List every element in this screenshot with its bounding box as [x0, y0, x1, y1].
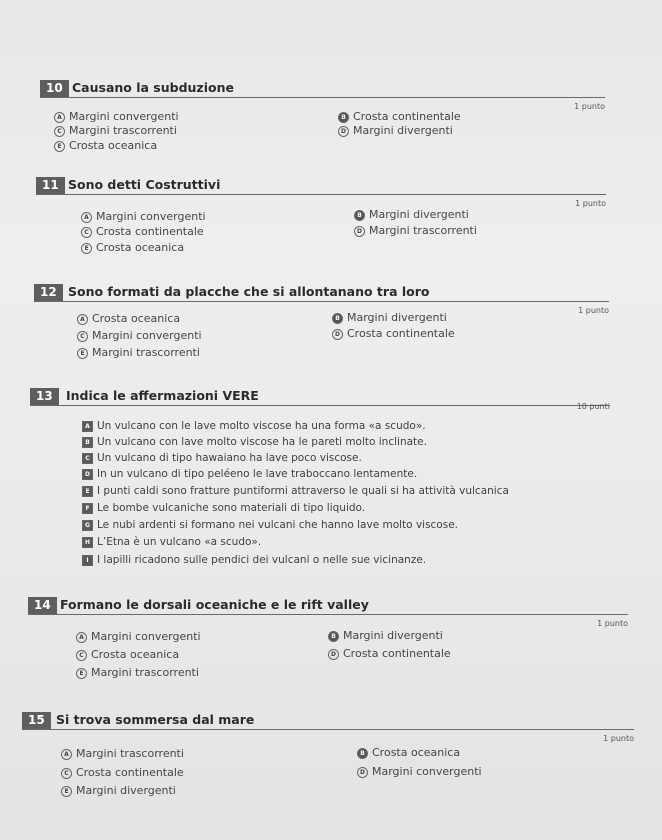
checkbox-icon: D	[82, 469, 93, 480]
option-c[interactable]	[81, 225, 204, 238]
option-letter-icon: E	[81, 243, 92, 254]
option-b[interactable]	[332, 311, 447, 324]
option-c[interactable]	[54, 124, 177, 137]
checkbox-icon: G	[82, 520, 93, 531]
option-letter-icon: A	[61, 749, 72, 760]
question-points: 1 punto	[574, 102, 605, 111]
option-c[interactable]	[61, 766, 184, 779]
option-label: Crosta oceanica	[69, 139, 158, 152]
option-c[interactable]	[76, 648, 179, 661]
option-a[interactable]	[77, 312, 180, 325]
checkbox-icon: C	[82, 453, 93, 464]
option-label: Margini divergenti	[369, 208, 469, 221]
option-e[interactable]	[77, 346, 200, 359]
question-title: Causano la subduzione	[72, 80, 234, 95]
option-label: Margini convergenti	[96, 210, 206, 223]
statement-h[interactable]	[82, 536, 261, 549]
checkbox-icon: E	[82, 486, 93, 497]
option-label: Margini divergenti	[76, 784, 176, 797]
option-letter-icon: A	[54, 112, 65, 123]
checkbox-icon: F	[82, 503, 93, 514]
option-b[interactable]	[357, 746, 460, 759]
question-number: 12	[34, 284, 63, 302]
statement-text: I lapilli ricadono sulle pendici dei vulcani o nelle sue vicinanze.	[97, 554, 427, 566]
question-points: 10 punti	[576, 402, 610, 411]
option-letter-icon: D	[354, 226, 365, 237]
option-d[interactable]	[332, 327, 455, 340]
statement-a[interactable]	[82, 420, 426, 433]
option-label: Crosta continentale	[347, 327, 455, 340]
option-label: Margini divergenti	[353, 124, 453, 137]
option-letter-icon: D	[357, 767, 368, 778]
checkbox-icon: H	[82, 537, 93, 548]
option-a[interactable]	[61, 747, 184, 760]
option-letter-icon: A	[81, 212, 92, 223]
option-label: Margini trascorrenti	[92, 346, 200, 359]
question-points: 1 punto	[575, 199, 606, 208]
option-label: Margini trascorrenti	[69, 124, 177, 137]
checkbox-icon: A	[82, 421, 93, 432]
option-e[interactable]	[81, 241, 184, 254]
statement-text: Un vulcano con le lave molto viscose ha una forma «a scudo».	[97, 420, 426, 432]
divider	[36, 194, 606, 195]
question-11	[36, 177, 606, 254]
statement-e[interactable]	[82, 485, 509, 498]
option-a[interactable]	[76, 630, 201, 643]
statement-text: Le nubi ardenti si formano nei vulcani che hanno lave molto viscose.	[97, 519, 459, 531]
question-header	[40, 80, 605, 98]
question-header	[30, 388, 610, 406]
question-number: 15	[22, 712, 51, 730]
option-letter-icon: B	[338, 112, 349, 123]
option-letter-icon: B	[354, 210, 365, 221]
option-label: Margini divergenti	[347, 311, 447, 324]
option-letter-icon: A	[76, 632, 87, 643]
option-d[interactable]	[328, 647, 451, 660]
question-points: 1 punto	[603, 734, 634, 743]
option-label: Crosta continentale	[353, 110, 461, 123]
option-c[interactable]	[77, 329, 202, 342]
question-number: 13	[30, 388, 59, 406]
option-label: Margini convergenti	[91, 630, 201, 643]
option-a[interactable]	[81, 210, 206, 223]
question-title: Sono detti Costruttivi	[68, 177, 221, 192]
divider	[30, 405, 610, 406]
option-label: Crosta continentale	[76, 766, 184, 779]
option-letter-icon: D	[328, 649, 339, 660]
option-label: Crosta oceanica	[92, 312, 181, 325]
option-letter-icon: A	[77, 314, 88, 325]
question-number: 14	[28, 597, 57, 615]
option-b[interactable]	[354, 208, 469, 221]
checkbox-icon: B	[82, 437, 93, 448]
divider	[40, 97, 605, 98]
option-label: Margini convergenti	[69, 110, 179, 123]
option-b[interactable]	[338, 110, 461, 123]
option-e[interactable]	[61, 784, 176, 797]
option-d[interactable]	[357, 765, 482, 778]
option-letter-icon: E	[54, 141, 65, 152]
question-header	[22, 712, 634, 730]
option-label: Margini divergenti	[343, 629, 443, 642]
question-points: 1 punto	[578, 306, 609, 315]
option-letter-icon: B	[328, 631, 339, 642]
option-letter-icon: B	[357, 748, 368, 759]
statement-b[interactable]	[82, 436, 427, 449]
statement-text: I punti caldi sono fratture puntiformi attraverso le quali si ha attività vulcanica	[97, 485, 509, 497]
option-label: Margini convergenti	[372, 765, 482, 778]
question-12	[34, 284, 609, 359]
question-number: 10	[40, 80, 69, 98]
statement-c[interactable]	[82, 452, 362, 465]
question-title: Indica le affermazioni VERE	[66, 388, 259, 403]
statement-f[interactable]	[82, 502, 365, 515]
question-title: Sono formati da placche che si allontanano tra loro	[68, 284, 430, 299]
question-header	[36, 177, 606, 195]
option-letter-icon: C	[81, 227, 92, 238]
option-label: Crosta oceanica	[96, 241, 185, 254]
question-number: 11	[36, 177, 65, 195]
statement-d[interactable]	[82, 468, 417, 481]
option-b[interactable]	[328, 629, 443, 642]
option-letter-icon: D	[338, 126, 349, 137]
question-header	[34, 284, 609, 302]
option-letter-icon: C	[77, 331, 88, 342]
divider	[22, 729, 634, 730]
divider	[28, 614, 628, 615]
option-d[interactable]	[338, 124, 453, 137]
option-letter-icon: D	[332, 329, 343, 340]
question-points: 1 punto	[597, 619, 628, 628]
option-label: Crosta oceanica	[372, 746, 461, 759]
option-a[interactable]	[54, 110, 179, 123]
option-e[interactable]	[76, 666, 199, 679]
option-label: Margini trascorrenti	[369, 224, 477, 237]
statement-text: L’Etna è un vulcano «a scudo».	[97, 536, 262, 548]
option-letter-icon: C	[54, 126, 65, 137]
option-letter-icon: B	[332, 313, 343, 324]
statement-text: In un vulcano di tipo peléeno le lave traboccano lentamente.	[97, 468, 418, 480]
option-letter-icon: E	[76, 668, 87, 679]
option-label: Crosta continentale	[343, 647, 451, 660]
option-label: Crosta continentale	[96, 225, 204, 238]
option-letter-icon: E	[61, 786, 72, 797]
question-header	[28, 597, 628, 615]
option-e[interactable]	[54, 139, 157, 152]
option-label: Crosta oceanica	[91, 648, 180, 661]
question-10	[40, 80, 605, 152]
question-title: Si trova sommersa dal mare	[56, 712, 255, 727]
question-15	[22, 712, 634, 797]
option-label: Margini trascorrenti	[91, 666, 199, 679]
divider	[34, 301, 609, 302]
checkbox-icon: I	[82, 555, 93, 566]
question-title: Formano le dorsali oceaniche e le rift valley	[60, 597, 369, 612]
question-13	[30, 388, 610, 566]
statement-text: Le bombe vulcaniche sono materiali di tipo liquido.	[97, 502, 366, 514]
statement-text: Un vulcano con lave molto viscose ha le pareti molto inclinate.	[97, 436, 427, 448]
statement-text: Un vulcano di tipo hawaiano ha lave poco viscose.	[97, 452, 362, 464]
option-label: Margini convergenti	[92, 329, 202, 342]
option-d[interactable]	[354, 224, 477, 237]
statement-g[interactable]	[82, 519, 458, 532]
option-letter-icon: E	[77, 348, 88, 359]
option-letter-icon: C	[61, 768, 72, 779]
option-letter-icon: C	[76, 650, 87, 661]
option-label: Margini trascorrenti	[76, 747, 184, 760]
question-14	[28, 597, 628, 679]
statement-i[interactable]	[82, 554, 426, 567]
